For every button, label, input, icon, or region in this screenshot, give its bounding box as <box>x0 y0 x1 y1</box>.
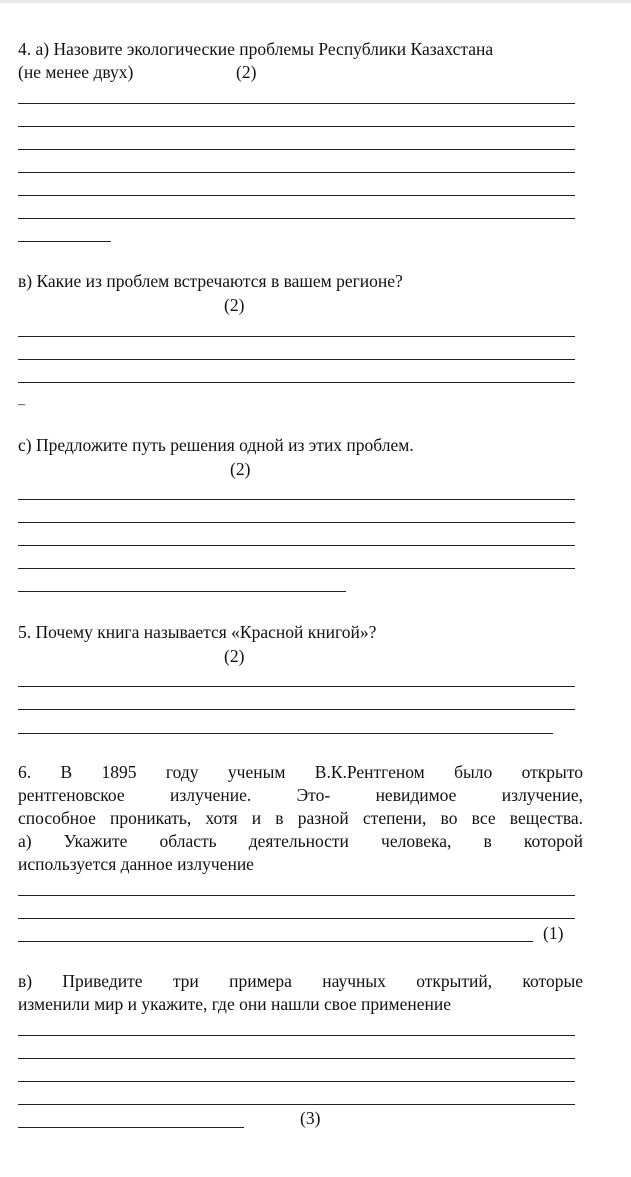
q4c-points: (2) <box>230 459 251 479</box>
answer-line[interactable] <box>18 1035 575 1036</box>
answer-line[interactable] <box>18 709 575 710</box>
q6a-points: (1) <box>543 923 564 943</box>
answer-line[interactable] <box>18 336 575 337</box>
q6b-points: (3) <box>300 1108 321 1128</box>
answer-line[interactable] <box>18 545 575 546</box>
scan-edge <box>0 0 631 3</box>
answer-line[interactable] <box>18 1058 575 1059</box>
answer-line[interactable] <box>18 918 575 919</box>
q4c-question: с) Предложите путь решения одной из этих проблем. <box>18 435 414 455</box>
q4a-question-line1: 4. а) Назовите экологические проблемы Республики Казахстана <box>18 39 494 59</box>
answer-line[interactable] <box>18 149 575 150</box>
answer-line[interactable] <box>18 686 575 687</box>
q4a-question-line2: (не менее двух) <box>18 62 134 82</box>
q5-question: 5. Почему книга называется «Красной книгой»? <box>18 622 377 642</box>
q6-intro-line: рентгеновское излучение. Это- невидимое излучение, <box>18 785 583 805</box>
q4a-points: (2) <box>236 62 257 82</box>
answer-line[interactable] <box>18 382 575 383</box>
answer-line[interactable] <box>18 1081 575 1082</box>
answer-line[interactable] <box>18 103 575 104</box>
answer-line[interactable] <box>18 1127 244 1128</box>
q6-intro-line: 6. В 1895 году ученым В.К.Рентгеном было открыто <box>18 762 583 782</box>
stray-dash: – <box>18 397 25 412</box>
q6b-question-line: в) Приведите три примера научных открытий, которые <box>18 971 583 991</box>
q5-points: (2) <box>224 646 245 666</box>
answer-line[interactable] <box>18 733 553 734</box>
q6-intro-line: способное проникать, хотя и в разной степени, во все вещества. <box>18 808 583 828</box>
answer-line[interactable] <box>18 591 346 592</box>
answer-line[interactable] <box>18 941 533 942</box>
answer-line[interactable] <box>18 522 575 523</box>
answer-line[interactable] <box>18 895 575 896</box>
answer-line[interactable] <box>18 172 575 173</box>
answer-line[interactable] <box>18 1104 575 1105</box>
answer-line[interactable] <box>18 218 575 219</box>
q6b-question-last-line: изменили мир и укажите, где они нашли свое применение <box>18 994 452 1014</box>
answer-line[interactable] <box>18 568 575 569</box>
answer-line[interactable] <box>18 126 575 127</box>
answer-line[interactable] <box>18 499 575 500</box>
answer-line[interactable] <box>18 359 575 360</box>
answer-line[interactable] <box>18 195 575 196</box>
q4b-question: в) Какие из проблем встречаются в вашем регионе? <box>18 271 403 291</box>
q6a-question-last-line: используется данное излучение <box>18 854 254 874</box>
answer-line[interactable] <box>18 241 111 242</box>
q6a-question-line: а) Укажите область деятельности человека, в которой <box>18 831 583 851</box>
q4b-points: (2) <box>224 295 245 315</box>
